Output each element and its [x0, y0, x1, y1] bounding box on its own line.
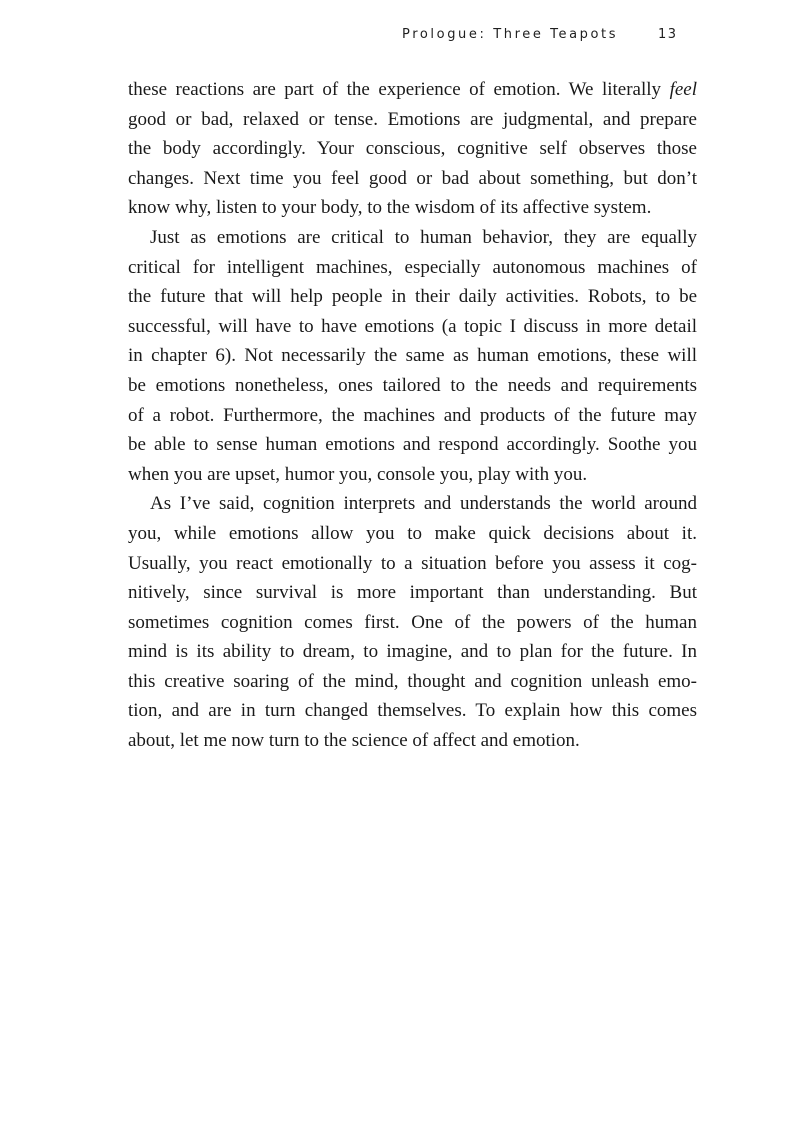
text-line: critical for intelligent machines, especially autonomous machines of — [128, 256, 697, 278]
text-line: know why, listen to your body, to the wisdom of its affective system. — [128, 197, 652, 219]
text-line: successful, will have to have emotions (a topic I discuss in more detail — [128, 315, 697, 337]
text-line: be emotions nonetheless, ones tailored to the needs and requirements — [128, 374, 697, 396]
paragraph-2 — [128, 223, 697, 489]
paragraph-1 — [128, 75, 697, 223]
text-line: of a robot. Furthermore, the machines and products of the future may — [128, 404, 697, 426]
text-line: be able to sense human emotions and respond accordingly. Soothe you — [128, 434, 697, 456]
text-line: this creative soaring of the mind, thought and cognition unleash emo- — [128, 670, 697, 692]
running-title: Prologue: Three Teapots — [402, 27, 619, 42]
paragraph-3 — [128, 489, 697, 755]
text-line: tion, and are in turn changed themselves. To explain how this comes — [128, 700, 697, 722]
text-line — [128, 75, 697, 105]
text-line: the body accordingly. Your conscious, cognitive self observes those — [128, 138, 697, 160]
text-line: Usually, you react emotionally to a situation before you assess it cog- — [128, 552, 697, 574]
text-line: you, while emotions allow you to make quick decisions about it. — [128, 522, 697, 544]
text-line: mind is its ability to dream, to imagine, and to plan for the future. In — [128, 641, 697, 663]
text-line: Just as emotions are critical to human behavior, they are equally — [150, 226, 697, 248]
text-line: nitively, since survival is more important than understanding. But — [128, 582, 697, 604]
text-line-content: these reactions are part of the experience of emotion. We literally — [128, 79, 662, 100]
text-line: sometimes cognition comes first. One of the powers of the human — [128, 611, 697, 633]
italic-word: feel — [669, 79, 697, 100]
text-line: changes. Next time you feel good or bad about something, but don’t — [128, 167, 697, 189]
body-text — [128, 75, 697, 756]
text-line: in chapter 6). Not necessarily the same as human emotions, these will — [128, 345, 697, 367]
running-head — [402, 27, 682, 47]
text-line: the future that will help people in their daily activities. Robots, to be — [128, 286, 697, 308]
text-line: good or bad, relaxed or tense. Emotions are judgmental, and prepare — [128, 108, 697, 130]
text-line: As I’ve said, cognition interprets and understands the world around — [150, 493, 697, 515]
text-line: when you are upset, humor you, console you, play with you. — [128, 463, 588, 485]
page-number: 13 — [658, 27, 678, 42]
text-line: about, let me now turn to the science of affect and emotion. — [128, 730, 580, 752]
